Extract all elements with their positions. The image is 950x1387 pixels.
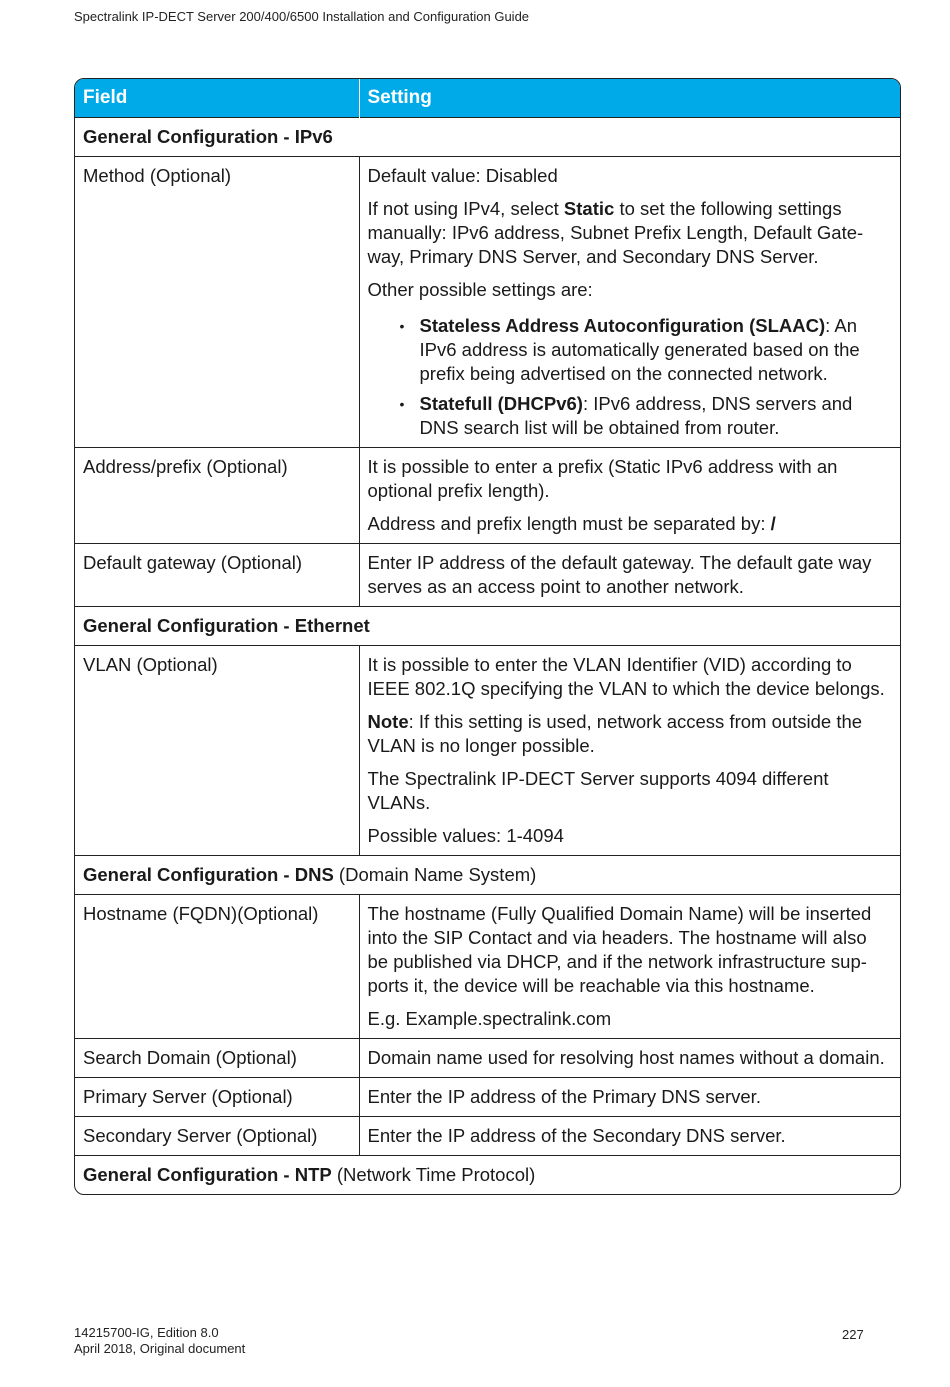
section-title-dns xyxy=(75,856,900,895)
table-row-hostname xyxy=(75,895,900,1039)
setting-text xyxy=(368,197,893,269)
setting-text xyxy=(368,512,893,536)
section-title-ethernet: General Configuration - Ethernet xyxy=(75,607,900,646)
table-row-search-domain xyxy=(75,1039,900,1078)
table-row-address-prefix xyxy=(75,448,900,544)
setting-text: Other possible settings are: xyxy=(367,279,593,300)
setting-text: Default value: Disabled xyxy=(367,165,558,186)
text-span: Address and prefix length must be separated by: xyxy=(367,513,771,534)
setting-text: Possible values: 1-4094 xyxy=(367,825,564,846)
bold-term: Statefull (DHCPv6) xyxy=(419,393,583,414)
section-title-bold: General Configuration - NTP xyxy=(83,1164,332,1185)
page-header-title: Spectralink IP-DECT Server 200/400/6500 Installation and Configuration Guide xyxy=(74,9,530,24)
setting-cell xyxy=(359,157,900,448)
list-item xyxy=(399,314,893,386)
setting-text: The Spectralink IP-DECT Server supports 4094 different VLANs. xyxy=(367,768,829,813)
field-cell: Default gateway (Optional) xyxy=(75,544,359,607)
bold-term: / xyxy=(770,513,776,534)
section-title-ipv6: General Configuration - IPv6 xyxy=(75,118,900,157)
text-span: to set the following settings manually: IPv6 address, Subnet Prefix Length, Default Gate-way, Primary DNS Server, and Secondary DNS Server. xyxy=(367,198,864,267)
setting-text: It is possible to enter a prefix (Static IPv6 address with an optional prefix length). xyxy=(367,456,838,501)
configuration-table xyxy=(74,78,901,1195)
bullet-icon: • xyxy=(399,396,405,412)
table-row-method xyxy=(75,157,900,448)
setting-cell: Enter the IP address of the Secondary DNS server. xyxy=(359,1117,900,1156)
section-row-dns xyxy=(75,856,900,895)
setting-text: E.g. Example.spectralink.com xyxy=(367,1008,612,1029)
field-cell: Hostname (FQDN)(Optional) xyxy=(75,895,359,1039)
footer-document-info xyxy=(74,1325,245,1357)
field-cell: Secondary Server (Optional) xyxy=(75,1117,359,1156)
section-title-bold: General Configuration - DNS xyxy=(83,864,334,885)
setting-cell xyxy=(359,544,900,607)
field-cell: Primary Server (Optional) xyxy=(75,1078,359,1117)
text-span: : An IPv6 address is automatically generated based on the prefix being advertised on the connected network. xyxy=(419,315,860,384)
field-cell: Method (Optional) xyxy=(75,157,359,448)
table-header-row xyxy=(75,79,900,118)
table-row-vlan xyxy=(75,646,900,856)
section-title-normal: (Network Time Protocol) xyxy=(331,1164,536,1185)
section-row-ntp xyxy=(75,1156,900,1195)
options-list xyxy=(368,314,893,440)
section-row-ethernet xyxy=(75,607,900,646)
setting-cell xyxy=(359,895,900,1039)
footer-doc-id: 14215700-IG, Edition 8.0 xyxy=(74,1325,219,1340)
table-row-primary-server xyxy=(75,1078,900,1117)
field-cell: VLAN (Optional) xyxy=(75,646,359,856)
text-span: : IPv6 address, DNS servers and DNS search list will be obtained from router. xyxy=(419,393,853,438)
setting-cell: Domain name used for resolving host names without a domain. xyxy=(359,1039,900,1078)
text-span: : If this setting is used, network access from outside the VLAN is no longer possible. xyxy=(367,711,863,756)
setting-text: It is possible to enter the VLAN Identifier (VID) according to IEEE 802.1Q specifying the VLAN to which the device belongs. xyxy=(367,654,885,699)
column-header-field: Field xyxy=(75,79,359,118)
column-header-setting: Setting xyxy=(359,79,900,118)
section-row-ipv6 xyxy=(75,118,900,157)
setting-text xyxy=(368,710,893,758)
list-item xyxy=(399,392,893,440)
bold-term: Note xyxy=(367,711,409,732)
setting-text: Enter IP address of the default gateway. The default gate way serves as an access point to another network. xyxy=(367,552,872,597)
table-row-default-gateway xyxy=(75,544,900,607)
text-span: If not using IPv4, select xyxy=(367,198,564,219)
bold-term: Stateless Address Autoconfiguration (SLAAC) xyxy=(419,315,826,336)
section-title-normal: (Domain Name System) xyxy=(333,864,537,885)
footer-date: April 2018, Original document xyxy=(74,1341,246,1356)
setting-cell xyxy=(359,448,900,544)
setting-text: The hostname (Fully Qualified Domain Name) will be inserted into the SIP Contact and via headers. The hostname will also be published via DHCP, and if the network infrastructure sup-ports it, the device will be reachable via this hostname. xyxy=(367,903,872,996)
section-title-ntp xyxy=(75,1156,900,1195)
field-cell: Address/prefix (Optional) xyxy=(75,448,359,544)
setting-cell: Enter the IP address of the Primary DNS server. xyxy=(359,1078,900,1117)
bold-term: Static xyxy=(563,198,615,219)
field-cell: Search Domain (Optional) xyxy=(75,1039,359,1078)
bullet-icon: • xyxy=(399,318,405,334)
page-number: 227 xyxy=(842,1327,864,1342)
setting-cell xyxy=(359,646,900,856)
table-row-secondary-server xyxy=(75,1117,900,1156)
